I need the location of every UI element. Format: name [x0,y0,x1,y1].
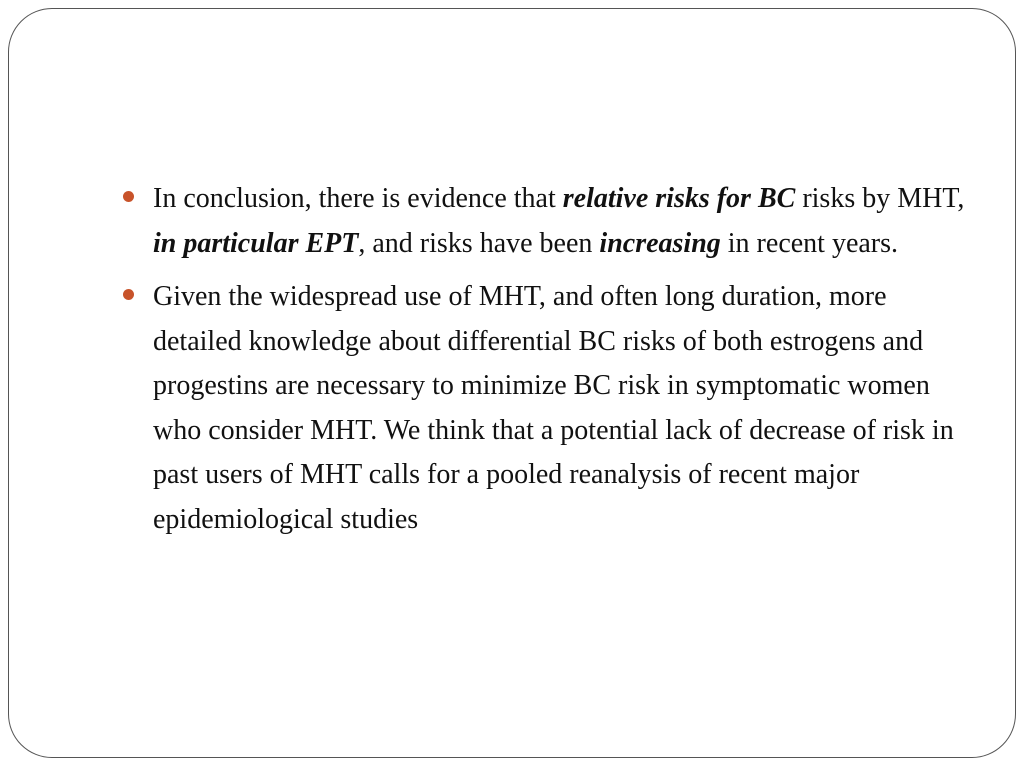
bullet-dot-icon [123,289,134,300]
bullet-list [153,177,973,551]
bullet-text-segment: risks by MHT, [795,183,965,214]
bullet-text-emphasis: increasing [599,227,721,259]
bullet-text-emphasis: relative risks for BC [562,183,796,214]
bullet-item-recommendation [153,275,973,542]
slide [8,8,1016,758]
bullet-text-emphasis: in particular EPT [153,227,359,259]
bullet-text-segment: Given the widespread use of MHT, and often long duration, more detailed knowledge about differential BC risks of both estrogens and progestins are necessary to minimize BC risk in symptomatic women who consider MHT. We think that a potential lack of decrease of risk in past users of MHT calls for a pooled reanalysis of recent major epidemiological studies [153,281,954,535]
bullet-item-conclusion [153,177,973,266]
bullet-text-segment: , and risks have been [358,227,600,259]
bullet-text-segment: In conclusion, there is evidence that [153,183,563,214]
bullet-text-segment: in recent years. [720,227,899,259]
bullet-dot-icon [123,191,134,202]
